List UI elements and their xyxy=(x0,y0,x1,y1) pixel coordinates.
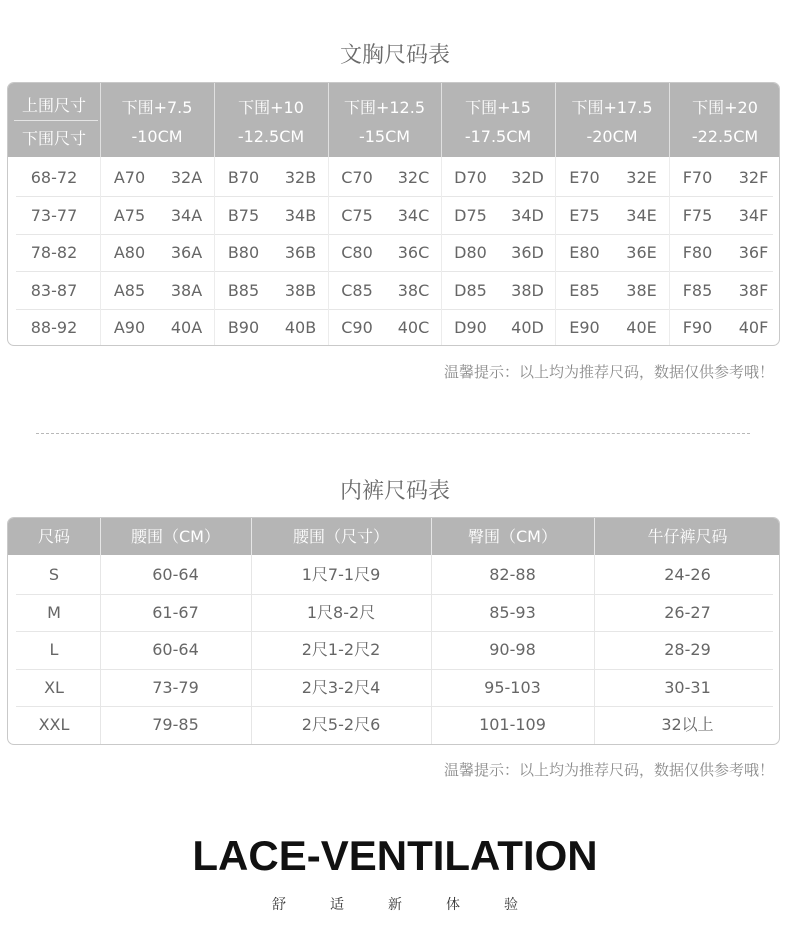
bra-cup-size-cell: 34D xyxy=(511,205,544,225)
bra-band-header-line1: 下围+10 xyxy=(238,98,304,117)
brand-subtitle-char: 验 xyxy=(504,897,518,913)
column-divider xyxy=(669,157,670,346)
bra-band-header xyxy=(555,83,669,157)
bra-cup-size-cell: 40E xyxy=(626,318,657,337)
bra-size-table xyxy=(7,82,780,346)
bra-cup-size-cell: D85 xyxy=(454,280,487,300)
bra-cup-size-cell: E70 xyxy=(569,168,600,187)
bra-band-header-line1: 下围+7.5 xyxy=(121,98,193,117)
bra-cup-size-cell: 34A xyxy=(170,205,203,225)
bra-cup-size-cell: E75 xyxy=(569,205,600,225)
bra-cup-size-cell: D80 xyxy=(454,243,487,262)
bra-cup-size-cell: F90 xyxy=(682,318,713,337)
bra-table-row xyxy=(8,309,779,346)
bra-band-size-cell: 83-87 xyxy=(30,280,78,300)
bra-cup-size-cell: E90 xyxy=(569,318,600,337)
panty-size-cell: 90-98 xyxy=(489,640,536,659)
bra-cup-size-cell: 36C xyxy=(397,243,430,262)
bra-band-header xyxy=(214,83,328,157)
bra-table-row xyxy=(8,159,779,196)
bra-cup-size-cell: C85 xyxy=(341,280,373,300)
section-divider xyxy=(36,433,750,434)
bra-corner-top-label: 上围尺寸 xyxy=(21,96,86,115)
bra-cup-size-cell: D75 xyxy=(454,205,487,225)
header-divider xyxy=(441,83,442,157)
panty-size-cell: 32以上 xyxy=(661,715,714,734)
panty-column-header: 牛仔裤尺码 xyxy=(647,527,728,546)
panty-table-header xyxy=(8,518,779,555)
bra-band-size-cell: 88-92 xyxy=(30,318,78,337)
panty-column-header: 腰围（尺寸） xyxy=(292,527,389,546)
panty-size-cell: 60-64 xyxy=(152,640,199,659)
bra-cup-size-cell: B85 xyxy=(227,280,260,300)
bra-cup-size-cell: 32F xyxy=(738,168,769,187)
panty-size-cell: 2尺5-2尺6 xyxy=(301,715,381,734)
bra-cup-size-cell: E80 xyxy=(569,243,600,262)
bra-cup-size-cell: 38F xyxy=(738,280,769,300)
header-divider xyxy=(100,83,101,157)
bra-cup-size-cell: 40F xyxy=(738,318,769,337)
panty-size-cell: 101-109 xyxy=(479,715,546,734)
panty-size-cell: 79-85 xyxy=(152,715,199,734)
column-divider xyxy=(328,157,329,346)
panty-column-header: 尺码 xyxy=(37,527,70,546)
bra-cup-size-cell: 40A xyxy=(170,318,203,337)
bra-cup-size-cell: F80 xyxy=(682,243,713,262)
bra-cup-size-cell: B70 xyxy=(227,168,260,187)
bra-band-header-line2: -15CM xyxy=(358,127,411,146)
corner-divider xyxy=(14,120,98,121)
panty-table-row xyxy=(8,669,779,707)
bra-band-header-line1: 下围+20 xyxy=(692,98,758,117)
panty-size-cell: 85-93 xyxy=(489,602,536,622)
bra-cup-size-cell: F85 xyxy=(682,280,713,300)
header-divider xyxy=(328,83,329,157)
bra-cup-size-cell: B80 xyxy=(227,243,260,262)
panty-size-cell: 1尺8-2尺 xyxy=(306,602,376,622)
bra-cup-size-cell: B90 xyxy=(227,318,260,337)
bra-cup-size-cell: D90 xyxy=(454,318,487,337)
panty-size-table xyxy=(7,517,780,745)
bra-band-header xyxy=(100,83,214,157)
bra-band-header-line2: -20CM xyxy=(586,127,638,146)
column-divider xyxy=(441,157,442,346)
panty-column-header: 腰围（CM） xyxy=(131,527,220,546)
bra-cup-size-cell: 38C xyxy=(397,280,430,300)
panty-table-row xyxy=(8,706,779,744)
bra-cup-size-cell: 34B xyxy=(284,205,317,225)
panty-size-cell: 82-88 xyxy=(489,565,536,584)
bra-band-header-line1: 下围+15 xyxy=(465,98,531,117)
panty-size-cell: 30-31 xyxy=(664,677,711,697)
panty-size-cell: XXL xyxy=(38,715,70,734)
bra-cup-size-cell: A90 xyxy=(113,318,146,337)
bra-cup-size-cell: 32A xyxy=(170,168,203,187)
bra-cup-size-cell: 36B xyxy=(284,243,317,262)
bra-table-row xyxy=(8,272,779,309)
bra-cup-size-cell: C80 xyxy=(341,243,373,262)
brand-subtitle-char: 体 xyxy=(446,897,460,913)
column-divider xyxy=(100,157,101,346)
panty-size-cell: 95-103 xyxy=(484,677,541,697)
bra-cup-size-cell: 40D xyxy=(511,318,544,337)
brand-subtitle-char: 适 xyxy=(330,897,344,913)
bra-cup-size-cell: A75 xyxy=(113,205,146,225)
panty-size-cell: 2尺1-2尺2 xyxy=(301,640,381,659)
bra-band-header-line2: -12.5CM xyxy=(237,127,305,146)
bra-cup-size-cell: 36E xyxy=(626,243,657,262)
brand-subtitle-char: 新 xyxy=(388,897,402,913)
bra-cup-size-cell: 38A xyxy=(170,280,203,300)
bra-cup-size-cell: 32C xyxy=(397,168,430,187)
bra-cup-size-cell: 34E xyxy=(626,205,657,225)
panty-size-cell: 24-26 xyxy=(664,565,711,584)
bra-cup-size-cell: C75 xyxy=(341,205,373,225)
panty-size-cell: 60-64 xyxy=(152,565,199,584)
panty-size-cell: S xyxy=(48,565,60,584)
bra-band-header-line1: 下围+17.5 xyxy=(571,98,653,117)
panty-size-cell: 61-67 xyxy=(152,602,199,622)
panty-size-cell: M xyxy=(47,602,61,622)
bra-cup-size-cell: 40B xyxy=(284,318,317,337)
column-divider xyxy=(251,518,252,745)
panty-table-row xyxy=(8,631,779,669)
column-divider xyxy=(555,157,556,346)
bra-cup-size-cell: 34F xyxy=(738,205,769,225)
panty-size-cell: 2尺3-2尺4 xyxy=(301,677,381,697)
bra-cup-size-cell: 36A xyxy=(170,243,203,262)
bra-size-note: 温馨提示：以上均为推荐尺码，数据仅供参考哦！ xyxy=(443,363,774,381)
panty-table-row xyxy=(8,556,779,594)
panty-size-cell: L xyxy=(49,640,59,659)
bra-cup-size-cell: 32D xyxy=(511,168,544,187)
bra-table-row xyxy=(8,234,779,271)
bra-cup-size-cell: D70 xyxy=(454,168,487,187)
brand-subtitle-char: 舒 xyxy=(272,897,286,913)
header-divider xyxy=(214,83,215,157)
panty-column-header: 臀围（CM） xyxy=(468,527,557,546)
panty-table-row xyxy=(8,594,779,632)
bra-band-header-line2: -17.5CM xyxy=(464,127,532,146)
bra-cup-size-cell: 38E xyxy=(626,280,657,300)
panty-size-chart-title: 内裤尺码表 xyxy=(339,479,450,504)
panty-size-cell: 1尺7-1尺9 xyxy=(301,565,381,584)
bra-cup-size-cell: 32B xyxy=(284,168,317,187)
bra-table-header xyxy=(8,83,779,157)
bra-cup-size-cell: C70 xyxy=(341,168,373,187)
bra-band-size-cell: 73-77 xyxy=(30,205,78,225)
panty-size-note: 温馨提示：以上均为推荐尺码，数据仅供参考哦！ xyxy=(443,761,774,779)
bra-table-row xyxy=(8,197,779,234)
bra-cup-size-cell: B75 xyxy=(227,205,260,225)
bra-cup-size-cell: A70 xyxy=(113,168,146,187)
bra-band-header-line2: -10CM xyxy=(131,127,183,146)
bra-band-header xyxy=(328,83,441,157)
bra-cup-size-cell: 32E xyxy=(626,168,657,187)
bra-cup-size-cell: F70 xyxy=(682,168,713,187)
bra-cup-size-cell: F75 xyxy=(682,205,713,225)
bra-band-header xyxy=(441,83,555,157)
brand-title: LACE-VENTILATION xyxy=(192,832,598,879)
panty-size-cell: XL xyxy=(44,677,64,697)
panty-size-cell: 28-29 xyxy=(664,640,711,659)
panty-size-cell: 26-27 xyxy=(664,602,711,622)
bra-band-size-cell: 68-72 xyxy=(30,168,78,187)
bra-cup-size-cell: 38D xyxy=(511,280,544,300)
bra-cup-size-cell: A85 xyxy=(113,280,146,300)
bra-cup-size-cell: 36D xyxy=(511,243,544,262)
panty-size-cell: 73-79 xyxy=(152,677,199,697)
bra-band-header-line2: -22.5CM xyxy=(691,127,759,146)
header-divider xyxy=(669,83,670,157)
bra-cup-size-cell: E85 xyxy=(569,280,600,300)
column-divider xyxy=(431,518,432,745)
bra-band-header xyxy=(669,83,780,157)
bra-size-chart-title: 文胸尺码表 xyxy=(339,43,450,68)
bra-cup-size-cell: A80 xyxy=(113,243,146,262)
bra-band-size-cell: 78-82 xyxy=(30,243,78,262)
bra-cup-size-cell: 38B xyxy=(284,280,317,300)
bra-cup-size-cell: C90 xyxy=(341,318,373,337)
bra-corner-bottom-label: 下围尺寸 xyxy=(21,129,86,148)
column-divider xyxy=(594,518,595,745)
header-divider xyxy=(555,83,556,157)
column-divider xyxy=(100,518,101,745)
bra-band-header-line1: 下围+12.5 xyxy=(343,98,426,117)
column-divider xyxy=(214,157,215,346)
bra-cup-size-cell: 40C xyxy=(397,318,430,337)
bra-cup-size-cell: 34C xyxy=(397,205,430,225)
bra-cup-size-cell: 36F xyxy=(738,243,769,262)
